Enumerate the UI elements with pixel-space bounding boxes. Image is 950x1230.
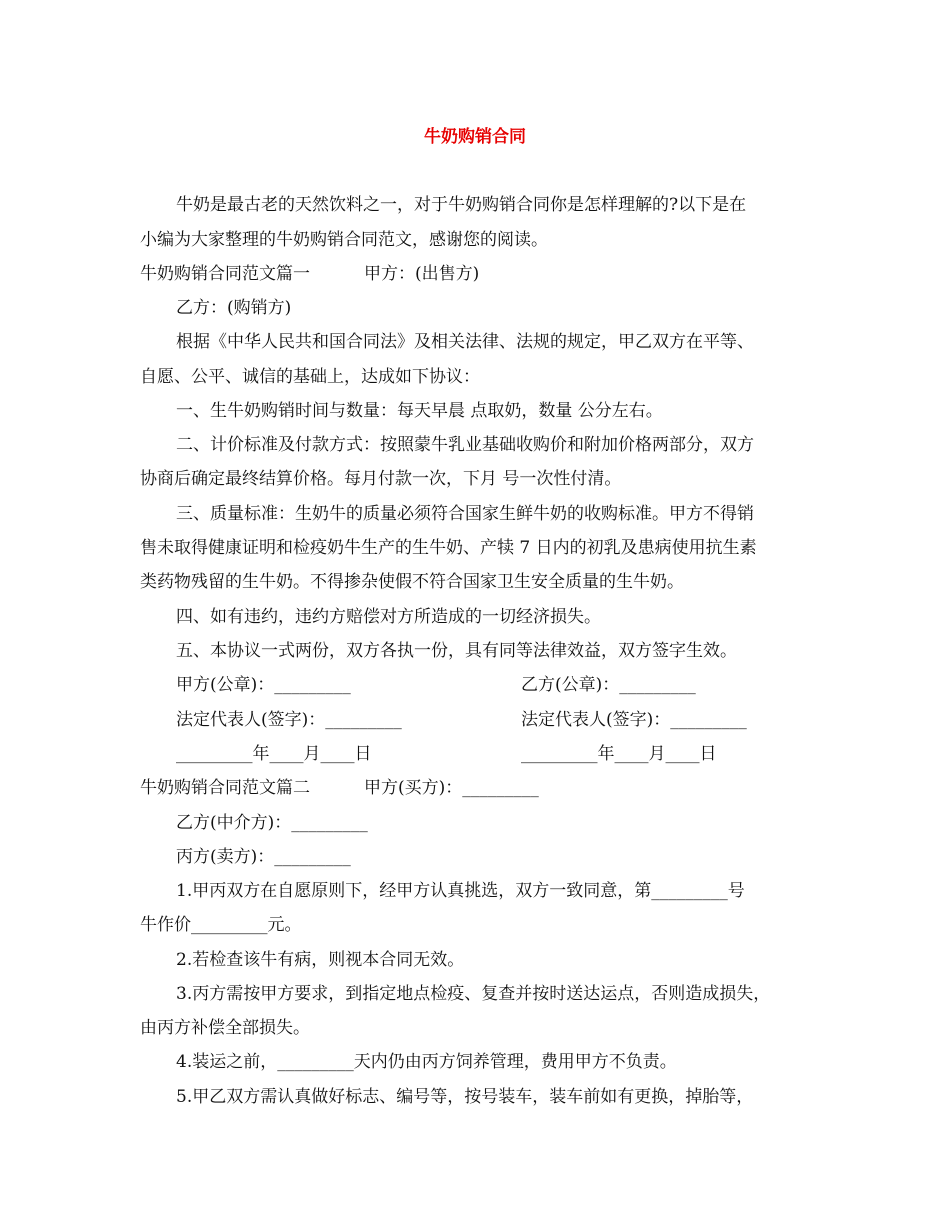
party-a-date-line: _________年____月____日 bbox=[176, 744, 372, 764]
text-line: 乙方：(购销方) bbox=[176, 298, 292, 318]
party-a-representative-line: 法定代表人(签字)：_________ bbox=[176, 710, 402, 730]
text-line: 根据《中华人民共和国合同法》及相关法律、法规的规定，甲乙双方在平等、 bbox=[176, 332, 754, 352]
party-b-seal-line: 乙方(公章)：_________ bbox=[521, 675, 696, 695]
text-line: 牛作价_________元。 bbox=[140, 915, 302, 935]
text-line: 4.装运之前，_________天内仍由丙方饲养管理，费用甲方不负责。 bbox=[176, 1052, 677, 1072]
text-line: 四、如有违约，违约方赔偿对方所造成的一切经济损失。 bbox=[176, 607, 601, 627]
text-line: 甲方：(出售方) bbox=[364, 264, 480, 284]
text-line: 小编为大家整理的牛奶购销合同范文，感谢您的阅读。 bbox=[140, 230, 548, 250]
text-line: 售未取得健康证明和检疫奶牛生产的生牛奶、产犊 7 日内的初乳及患病使用抗生素 bbox=[140, 538, 757, 558]
text-line: 协商后确定最终结算价格。每月付款一次，下月 号一次性付清。 bbox=[140, 469, 622, 489]
party-b-date-line: _________年____月____日 bbox=[521, 744, 717, 764]
text-line: 五、本协议一式两份，双方各执一份，具有同等法律效益，双方签字生效。 bbox=[176, 641, 737, 661]
party-b-representative-line: 法定代表人(签字)：_________ bbox=[521, 710, 747, 730]
text-line: 牛奶是最古老的天然饮料之一，对于牛奶购销合同你是怎样理解的?以下是在 bbox=[176, 195, 747, 215]
text-line: 一、生牛奶购销时间与数量：每天早晨 点取奶，数量 公分左右。 bbox=[176, 401, 663, 421]
text-line: 5.甲乙双方需认真做好标志、编号等，按号装车，装车前如有更换，掉胎等， bbox=[176, 1087, 754, 1107]
text-line: 自愿、公平、诚信的基础上，达成如下协议： bbox=[140, 367, 480, 387]
text-line: 1.甲丙双方在自愿原则下，经甲方认真挑选，双方一致同意，第_________号 bbox=[176, 881, 745, 901]
text-line: 类药物残留的生牛奶。不得掺杂使假不符合国家卫生安全质量的生牛奶。 bbox=[140, 572, 684, 592]
text-line: 2.若检查该牛有病，则视本合同无效。 bbox=[176, 950, 465, 970]
section-heading: 牛奶购销合同范文篇一 bbox=[140, 264, 310, 284]
text-line: 二、计价标准及付款方式：按照蒙牛乳业基础收购价和附加价格两部分，双方 bbox=[176, 435, 754, 455]
text-line: 3.丙方需按甲方要求，到指定地点检疫、复查并按时送达运点，否则造成损失， bbox=[176, 984, 771, 1004]
section-heading: 牛奶购销合同范文篇二 bbox=[140, 778, 310, 798]
party-a-seal-line: 甲方(公章)：_________ bbox=[176, 675, 351, 695]
text-line: 丙方(卖方)：_________ bbox=[176, 847, 351, 867]
text-line: 三、质量标准：生奶牛的质量必须符合国家生鲜牛奶的收购标准。甲方不得销 bbox=[176, 504, 754, 524]
text-line: 由丙方补偿全部损失。 bbox=[140, 1018, 310, 1038]
text-line: 乙方(中介方)：_________ bbox=[176, 813, 368, 833]
document-title: 牛奶购销合同 bbox=[424, 127, 526, 147]
text-line: 甲方(买方)：_________ bbox=[364, 778, 539, 798]
